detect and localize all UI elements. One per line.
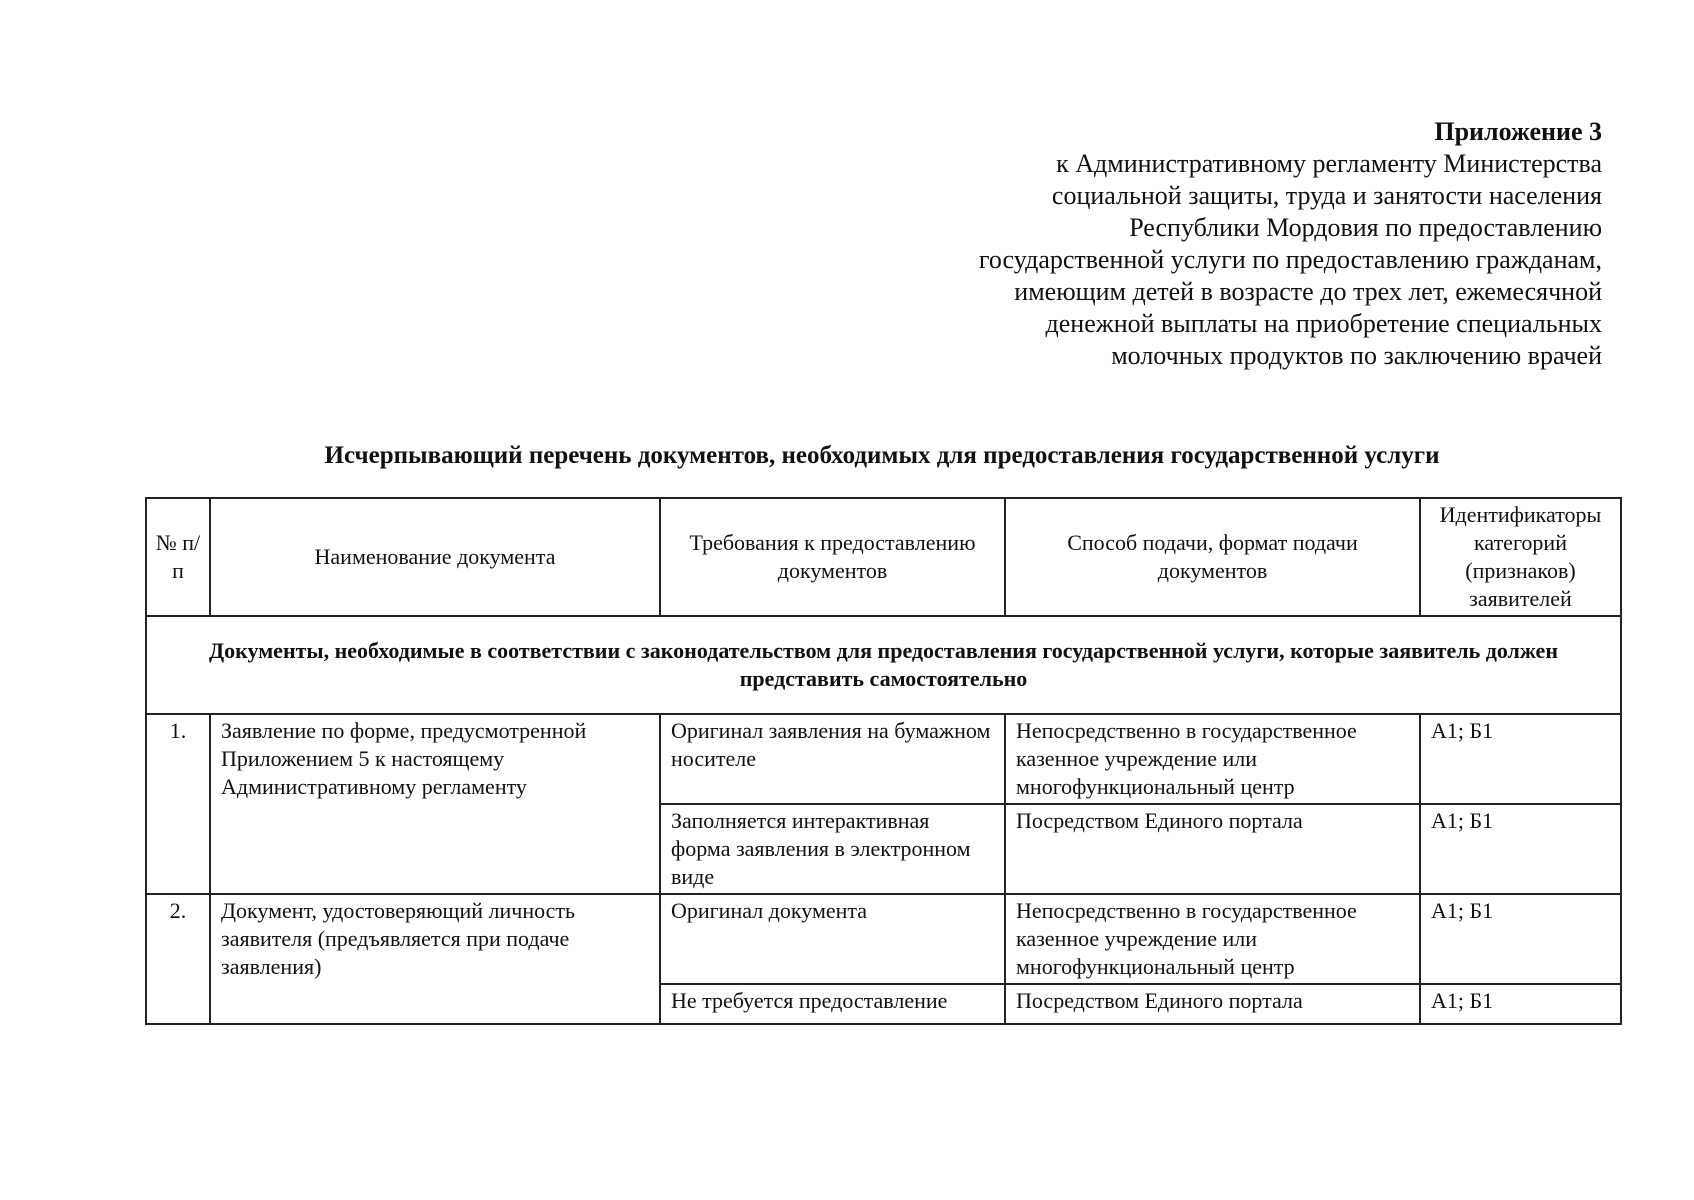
appendix-line: имеющим детей в возрасте до трех лет, ежемесячной [1014, 277, 1602, 306]
header-requirements: Требования к предоставлению документов [660, 498, 1005, 616]
appendix-line: денежной выплаты на приобретение специальных [1045, 309, 1602, 338]
table-header-row [146, 498, 1621, 616]
appendix-block [979, 116, 1602, 372]
ids-cell: А1; Б1 [1420, 804, 1621, 894]
method-cell: Непосредственно в государственное казенное учреждение или многофункциональный центр [1005, 714, 1420, 804]
appendix-line: к Административному регламенту Министерства [1056, 149, 1602, 178]
requirement-cell: Заполняется интерактивная форма заявления в электронном виде [660, 804, 1005, 894]
appendix-line: социальной защиты, труда и занятости населения [1051, 181, 1602, 210]
table-row [146, 714, 1621, 804]
section-title: Документы, необходимые в соответствии с законодательством для предоставления государственной услуги, которые заявитель должен представить самостоятельно [146, 616, 1621, 714]
requirement-cell: Не требуется предоставление [660, 984, 1005, 1024]
method-cell: Посредством Единого портала [1005, 804, 1420, 894]
document-heading: Исчерпывающий перечень документов, необходимых для предоставления государственной услуги [324, 442, 1440, 469]
documents-table [145, 497, 1622, 1025]
method-cell: Непосредственно в государственное казенное учреждение или многофункциональный центр [1005, 894, 1420, 984]
method-cell: Посредством Единого портала [1005, 984, 1420, 1024]
ids-cell: А1; Б1 [1420, 714, 1621, 804]
header-number: № п/п [146, 498, 210, 616]
header-document-name: Наименование документа [210, 498, 660, 616]
row-number: 1. [146, 714, 210, 894]
appendix-line: государственной услуги по предоставлению гражданам, [978, 245, 1602, 274]
document-name-cell: Заявление по форме, предусмотренной Приложением 5 к настоящему Административному регламенту [210, 714, 660, 894]
appendix-title: Приложение 3 [1434, 117, 1602, 146]
appendix-line: молочных продуктов по заключению врачей [1111, 341, 1602, 370]
requirement-cell: Оригинал заявления на бумажном носителе [660, 714, 1005, 804]
appendix-line: Республики Мордовия по предоставлению [1129, 213, 1602, 242]
header-applicant-ids: Идентификаторы категорий (признаков) заявителей [1420, 498, 1621, 616]
header-submission-method: Способ подачи, формат подачи документов [1005, 498, 1420, 616]
ids-cell: А1; Б1 [1420, 894, 1621, 984]
table-row [146, 894, 1621, 984]
table-section-row [146, 616, 1621, 714]
requirement-cell: Оригинал документа [660, 894, 1005, 984]
row-number: 2. [146, 894, 210, 1024]
document-name-cell: Документ, удостоверяющий личность заявителя (предъявляется при подаче заявления) [210, 894, 660, 1024]
ids-cell: А1; Б1 [1420, 984, 1621, 1024]
